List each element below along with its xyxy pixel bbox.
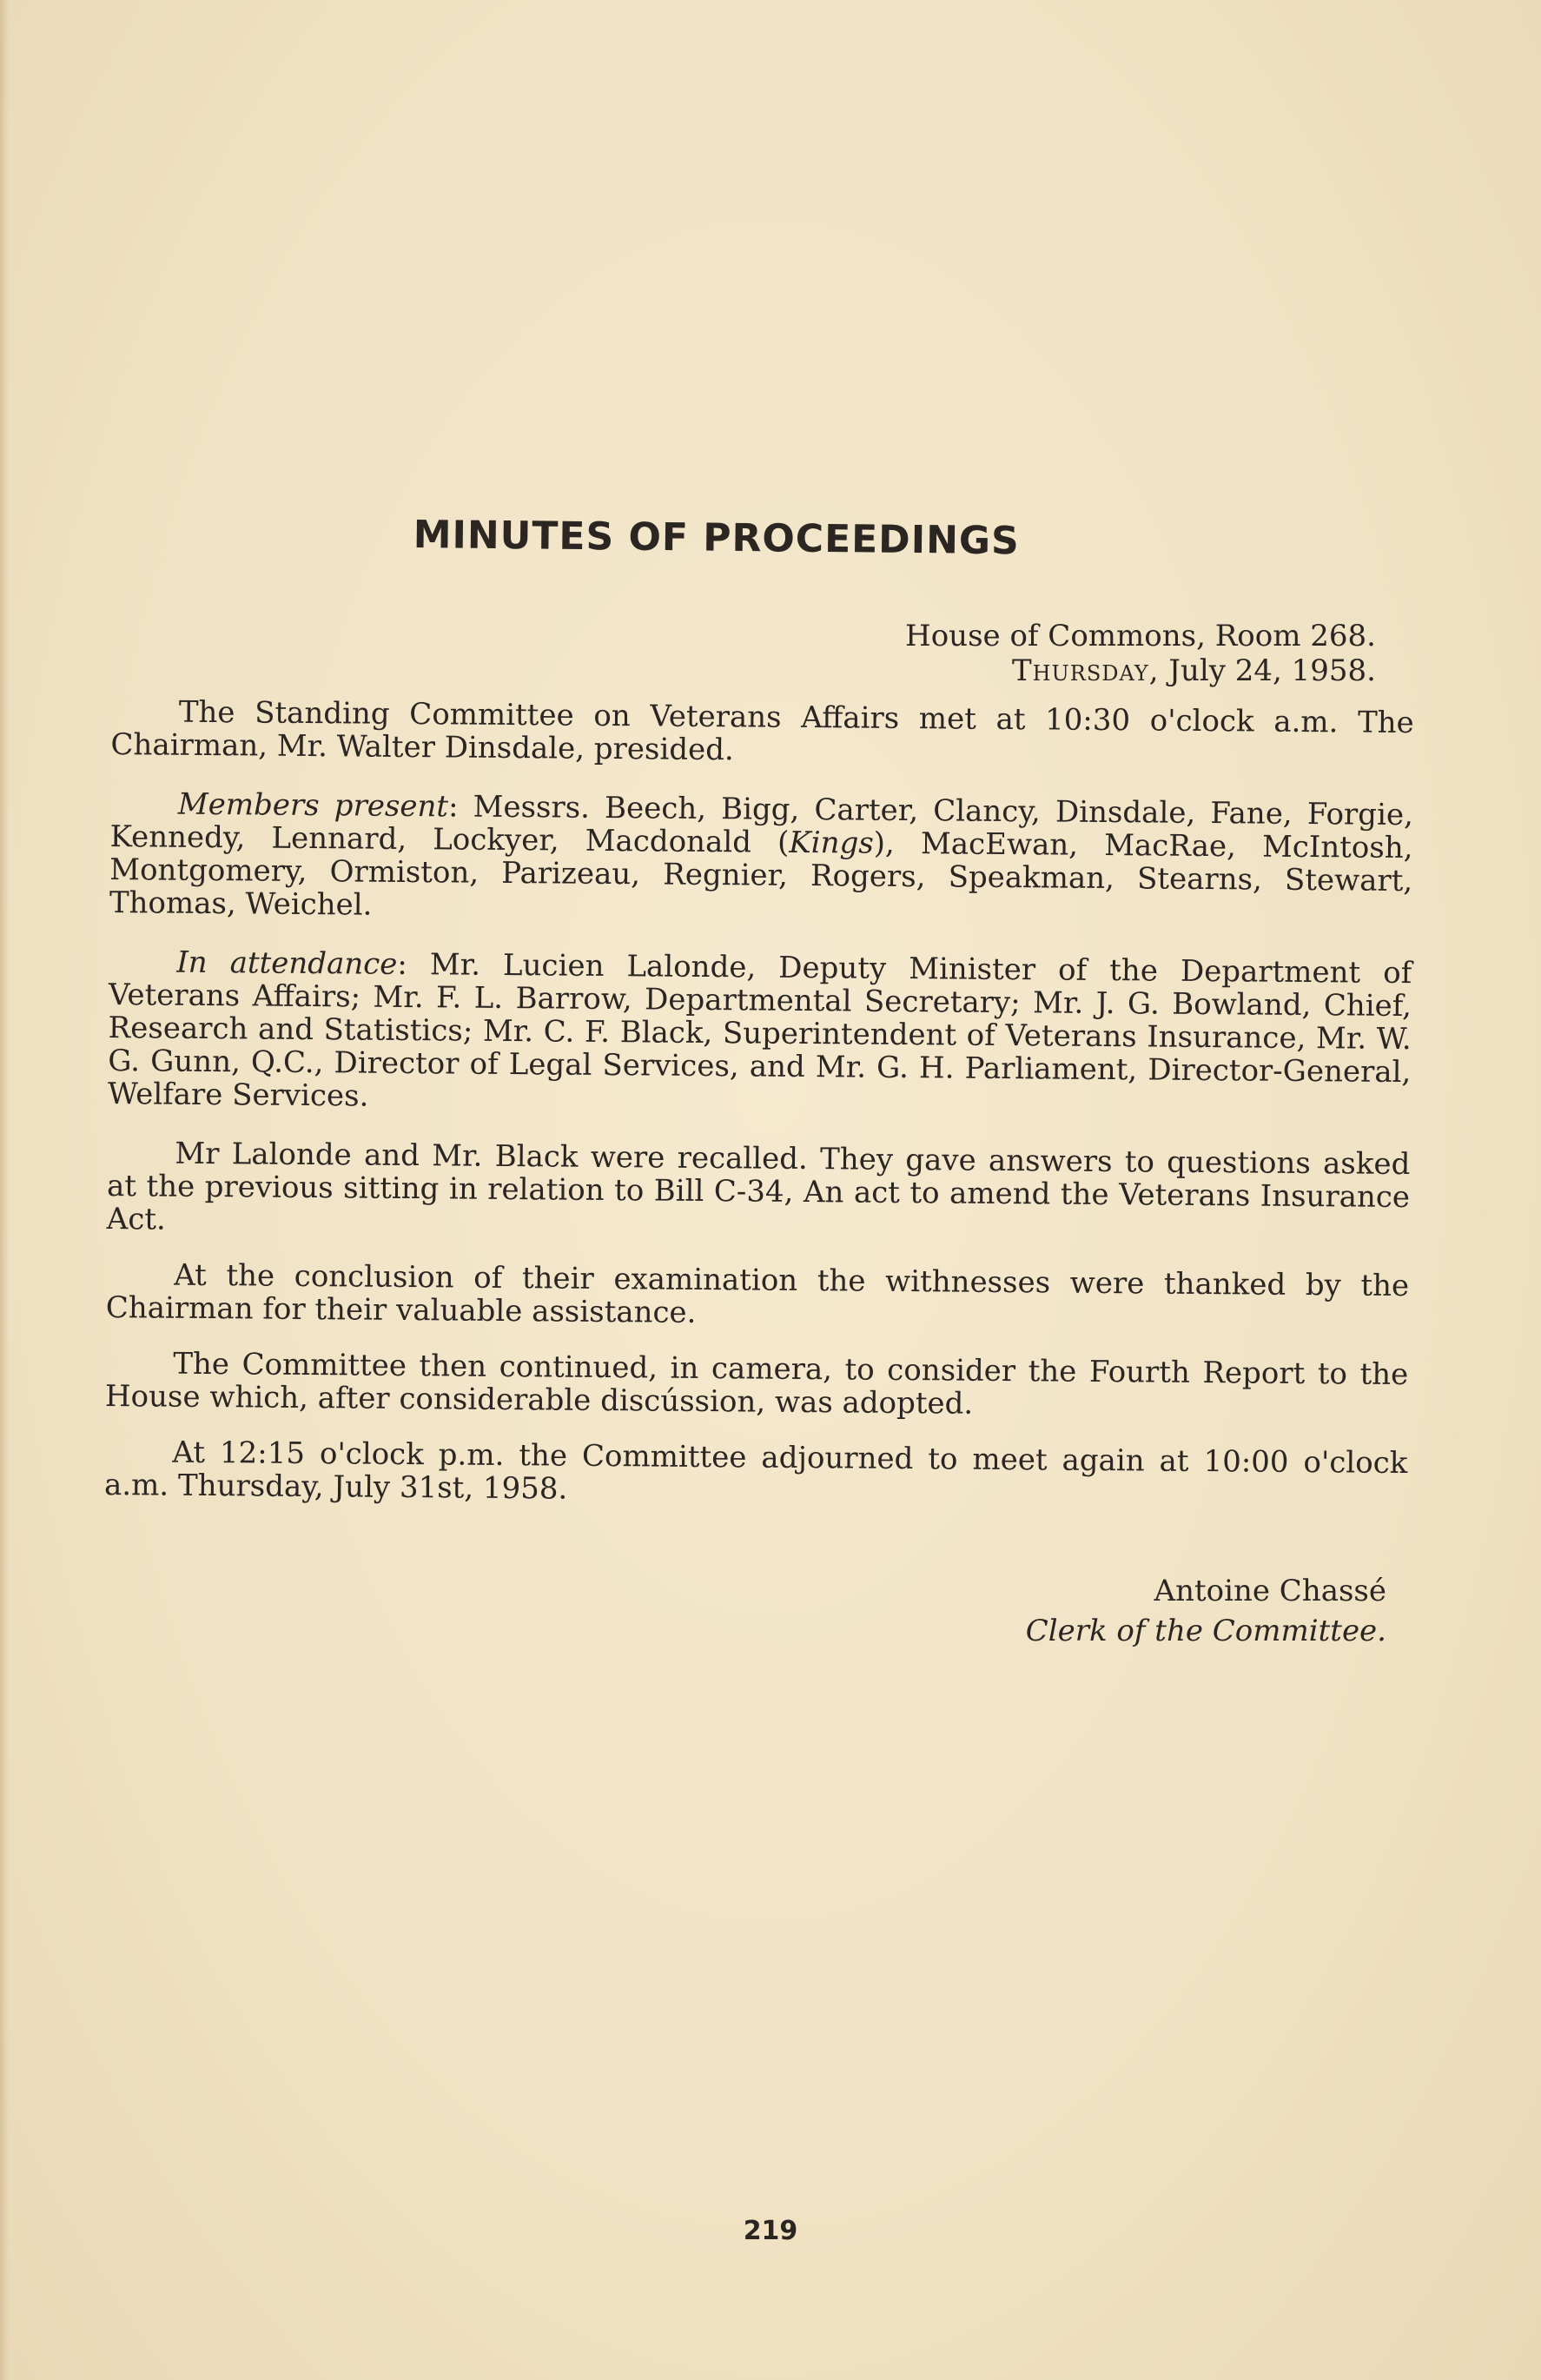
opening-paragraph: The Standing Committee on Veterans Affairs met at 10:30 o'clock a.m. The Chairman, Mr. Walter Dinsdale, presided.	[110, 694, 1414, 768]
minutes-body	[104, 695, 1414, 1535]
members-text: : Messrs. Beech, Bigg, Carter, Clancy, Dinsdale, Fane, Forgie, Kennedy, Lennard, Lockyer, Macdonald (	[109, 789, 1414, 860]
conclusion-paragraph: At the conclusion of their examination the withnesses were thanked by the Chairman for their valuable assistance.	[105, 1257, 1410, 1330]
meeting-weekday: Thursday,	[1011, 653, 1160, 688]
members-label: Members present	[177, 786, 449, 825]
meeting-date	[1012, 653, 1376, 688]
meeting-location: House of Commons, Room 268.	[905, 619, 1376, 653]
members-paragraph	[109, 787, 1413, 931]
attendance-paragraph	[108, 945, 1412, 1122]
recalled-paragraph: Mr Lalonde and Mr. Black were recalled. They gave answers to questions asked at the previous sitting in relation to Bill C-34, An act to amend the Veterans Insurance Act.	[106, 1136, 1411, 1237]
signature-block	[1026, 1571, 1386, 1651]
attendance-label: In attendance	[176, 945, 398, 982]
members-text-2: ), MacEwan, MacRae, McIntosh, Montgomery, Ormiston, Parizeau, Regnier, Rogers, Speakman, Stearns, Stewart, Thomas, Weichel.	[109, 825, 1413, 923]
members-kings: Kings	[789, 825, 874, 861]
page-title: MINUTES OF PROCEEDINGS	[413, 513, 1020, 564]
clerk-role: Clerk of the Committee.	[1025, 1614, 1386, 1648]
clerk-name: Antoine Chassé	[1154, 1574, 1386, 1608]
page-number: 219	[743, 2216, 798, 2246]
adjourned-paragraph: At 12:15 o'clock p.m. the Committee adjourned to meet again at 10:00 o'clock a.m. Thursday, July 31st, 1958.	[103, 1435, 1408, 1507]
meeting-date-text: July 24, 1958.	[1168, 653, 1376, 688]
attendance-text: : Mr. Lucien Lalonde, Deputy Minister of the Department of Veterans Affairs; Mr. F. L. Barrow, Departmental Secretary; Mr. J. G. Bowland, Chief, Research and Statistics; Mr. C. F. Black, Superintendent of Veterans Insurance, Mr. W. G. Gunn, Q.C., Director of Legal Services, and Mr. G. H. Parliament, Director-General, Welfare Services.	[107, 946, 1412, 1114]
camera-paragraph: The Committee then continued, in camera, to consider the Fourth Report to the House which, after considerable discússion, was adopted.	[104, 1346, 1409, 1422]
